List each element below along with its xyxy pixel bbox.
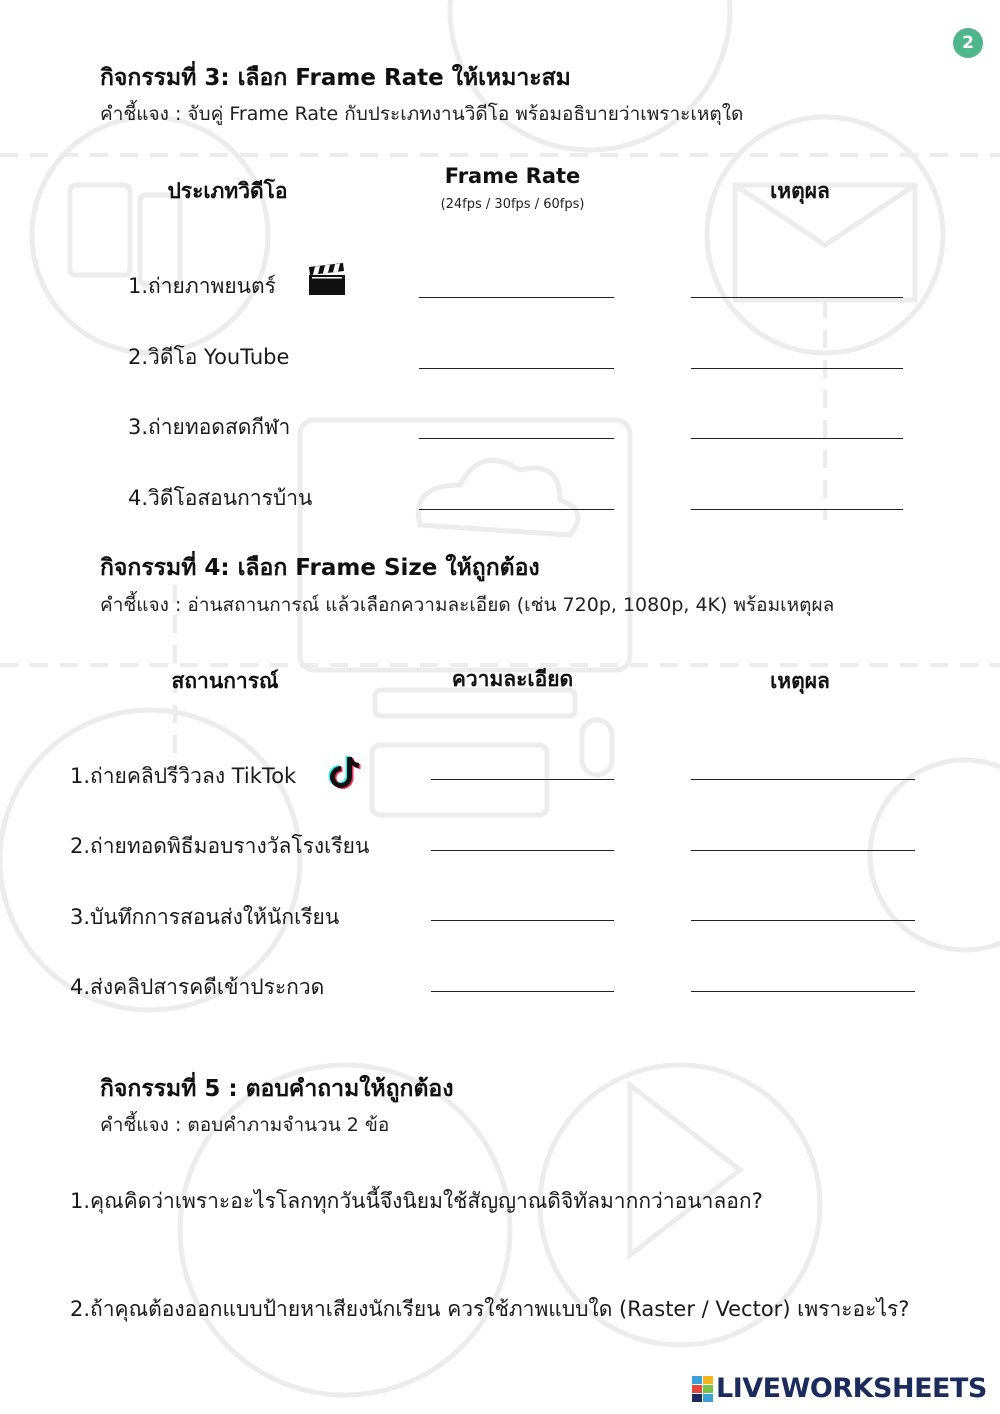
activity4-reason-answer[interactable]	[691, 753, 915, 780]
activity3-frame-rate-answer[interactable]	[419, 342, 614, 369]
tiktok-icon	[326, 752, 366, 794]
clapperboard-icon	[307, 263, 347, 297]
activity3-item: 3.ถ่ายทอดสดกีฬา	[128, 415, 291, 439]
activity4-title: กิจกรรมที่ 4: เลือก Frame Size ให้ถูกต้อง	[100, 555, 540, 581]
activity4-resolution-answer[interactable]	[431, 894, 614, 921]
activity4-item: 4.ส่งคลิปสารคดีเข้าประกวด	[70, 975, 325, 999]
activity3-header-frame-rate: Frame Rate	[444, 164, 581, 188]
activity4-reason-answer[interactable]	[691, 894, 915, 921]
activity3-reason-answer[interactable]	[691, 483, 903, 510]
activity4-instruction: คำชี้แจง : อ่านสถานการณ์ แล้วเลือกความละเอียด (เช่น 720p, 1080p, 4K) พร้อมเหตุผล	[100, 594, 835, 616]
activity4-item: 1.ถ่ายคลิปรีวิวลง TikTok	[70, 764, 297, 788]
activity5-question: 1.คุณคิดว่าเพราะอะไรโลกทุกวันนี้จึงนิยมใช้สัญญาณดิจิทัลมากกว่าอนาลอก?	[70, 1189, 763, 1213]
activity3-header-frame-rate-options: (24fps / 30fps / 60fps)	[440, 197, 585, 212]
activity4-header-reason: เหตุผล	[770, 669, 830, 693]
activity4-reason-answer[interactable]	[691, 824, 915, 851]
page-number-badge: 2	[953, 28, 983, 58]
activity4-resolution-answer[interactable]	[431, 965, 614, 992]
activity5-instruction: คำชี้แจง : ตอบคำภามจำนวน 2 ข้อ	[100, 1114, 390, 1136]
activity3-frame-rate-answer[interactable]	[419, 271, 614, 298]
liveworksheets-logo-icon	[692, 1376, 712, 1402]
brand-name: LIVEWORKSHEETS	[716, 1373, 987, 1404]
activity5-question: 2.ถ้าคุณต้องออกแบบป้ายหาเสียงนักเรียน ควรใช้ภาพแบบใด (Raster / Vector) เพราะอะไร?	[70, 1297, 910, 1321]
liveworksheets-logo	[692, 1373, 987, 1404]
activity3-reason-answer[interactable]	[691, 342, 903, 369]
activity5-title: กิจกรรมที่ 5 : ตอบคำถามให้ถูกต้อง	[100, 1076, 454, 1102]
activity3-instruction: คำชี้แจง : จับคู่ Frame Rate กับประเภทงานวิดีโอ พร้อมอธิบายว่าเพราะเหตุใด	[100, 103, 744, 125]
activity3-reason-answer[interactable]	[691, 271, 903, 298]
activity4-header-situation: สถานการณ์	[171, 669, 279, 693]
activity4-item: 3.บันทึกการสอนส่งให้นักเรียน	[70, 905, 340, 929]
activity4-resolution-answer[interactable]	[431, 753, 614, 780]
activity3-item: 4.วิดีโอสอนการบ้าน	[128, 486, 313, 510]
activity4-reason-answer[interactable]	[691, 965, 915, 992]
activity3-reason-answer[interactable]	[691, 412, 903, 439]
activity3-header-reason: เหตุผล	[770, 179, 830, 203]
activity3-frame-rate-answer[interactable]	[419, 483, 614, 510]
activity3-item: 1.ถ่ายภาพยนตร์	[128, 274, 276, 298]
activity4-header-resolution: ความละเอียด	[451, 667, 574, 691]
activity3-frame-rate-answer[interactable]	[419, 412, 614, 439]
activity4-resolution-answer[interactable]	[431, 824, 614, 851]
activity3-title: กิจกรรมที่ 3: เลือก Frame Rate ให้เหมาะสม	[100, 65, 571, 91]
activity4-item: 2.ถ่ายทอดพิธีมอบรางวัลโรงเรียน	[70, 834, 370, 858]
activity3-item: 2.วิดีโอ YouTube	[128, 345, 290, 369]
activity3-header-type: ประเภทวิดีโอ	[167, 179, 288, 203]
